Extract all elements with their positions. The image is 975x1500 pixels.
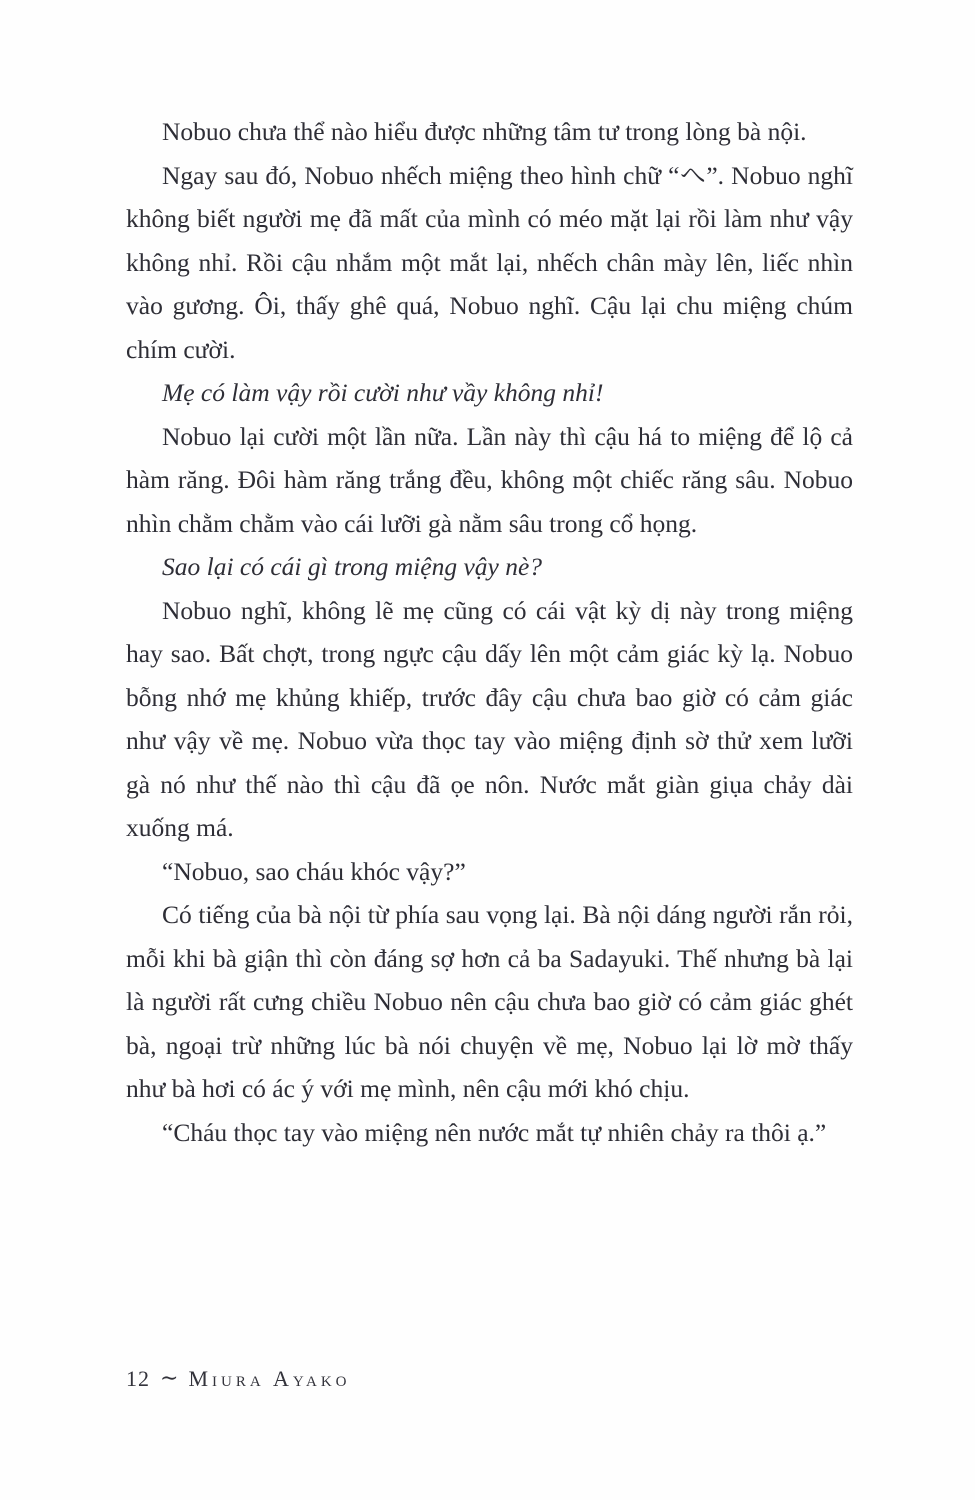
paragraph-dialogue: “Cháu thọc tay vào miệng nên nước mắt tự nhiên chảy ra thôi ạ.”: [162, 1117, 827, 1147]
page-number: 12: [126, 1366, 150, 1391]
paragraph: Có tiếng của bà nội từ phía sau vọng lại. Bà nội dáng người rắn rỏi, mỗi khi bà giận thì còn đáng sợ hơn cả ba Sadayuki. Thế nhưng bà lại là người rất cưng chiều Nobuo nên cậu chưa bao giờ có cảm giác ghét bà, ngoại trừ những lúc bà nói chuyện về mẹ, Nobuo lại lờ mờ thấy như bà hơi có ác ý với mẹ mình, nên cậu mới khó chịu.: [126, 900, 853, 1103]
page-footer: [126, 1366, 351, 1392]
paragraph: Nobuo lại cười một lần nữa. Lần này thì cậu há to miệng để lộ cả hàm răng. Đôi hàm răng trắng đều, không một chiếc răng sâu. Nobuo nhìn chằm chằm vào cái lưỡi gà nằm sâu trong cổ họng.: [126, 421, 853, 538]
paragraph: Nobuo chưa thể nào hiểu được những tâm tư trong lòng bà nội.: [162, 117, 807, 146]
paragraph: Nobuo nghĩ, không lẽ mẹ cũng có cái vật kỳ dị này trong miệng hay sao. Bất chợt, trong ngực cậu dấy lên một cảm giác kỳ lạ. Nobuo bỗng nhớ mẹ khủng khiếp, trước đây cậu chưa bao giờ có cảm giác như vậy về mẹ. Nobuo vừa thọc tay vào miệng định sờ thử xem lưỡi gà nó như thế nào thì cậu đã ọe nôn. Nước mắt giàn giụa chảy dài xuống má.: [126, 595, 853, 842]
paragraph-dialogue: “Nobuo, sao cháu khóc vậy?”: [162, 856, 466, 886]
paragraph: Ngay sau đó, Nobuo nhếch miệng theo hình chữ “へ”. Nobuo nghĩ không biết người mẹ đã mất của mình có méo mặt lại rồi làm như vậy không nhỉ. Rồi cậu nhắm một mắt lại, nhếch chân mày lên, liếc nhìn vào gương. Ôi, thấy ghê quá, Nobuo nghĩ. Cậu lại chu miệng chúm chím cười.: [126, 160, 853, 364]
author-name: Miura Ayako: [188, 1366, 351, 1391]
paragraph-italic: Mẹ có làm vậy rồi cười như vầy không nhỉ!: [162, 378, 604, 407]
paragraph-italic: Sao lại có cái gì trong miệng vậy nè?: [162, 552, 543, 581]
body-text: [126, 110, 853, 1154]
footer-separator: ∼: [160, 1365, 179, 1390]
